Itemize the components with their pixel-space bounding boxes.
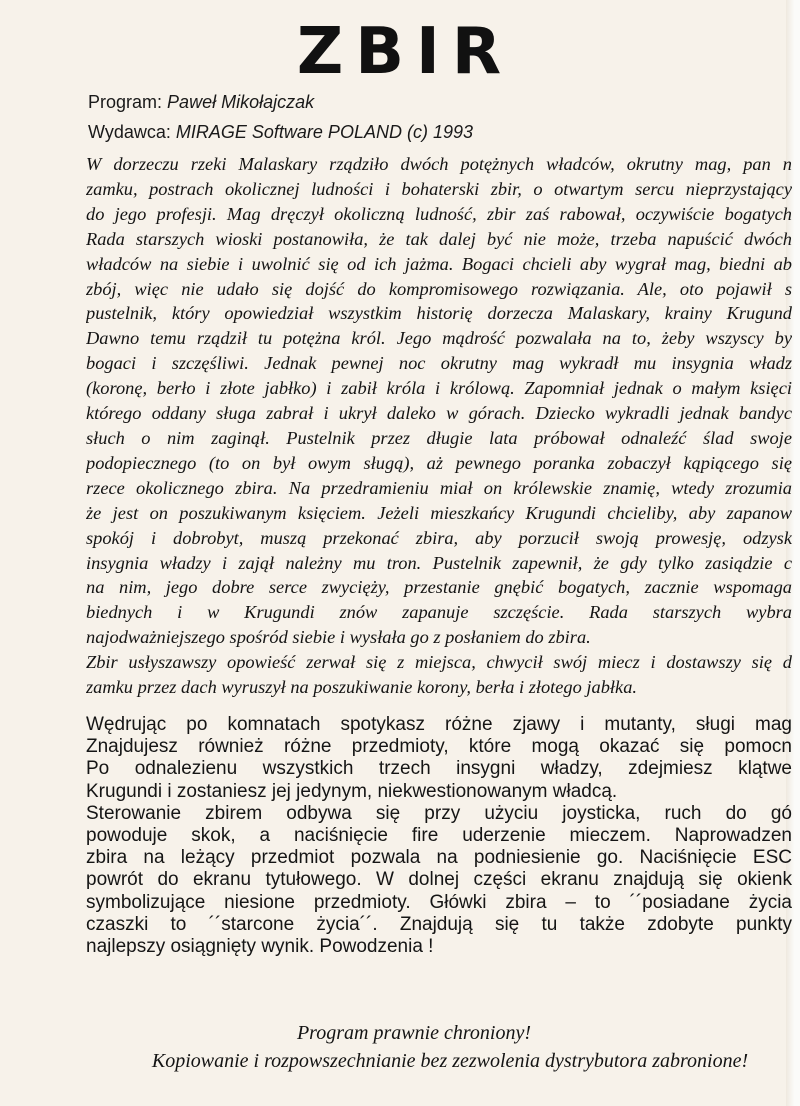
- text-line: na nim, jego dobre serce zwycięży, przestanie gnębić bogatych, zacznie wspomaga: [86, 577, 792, 598]
- text-line: że jest on poszukiwanym księciem. Jeżeli mieszkańcy Krugundi chcieliby, aby zapanow: [86, 502, 792, 523]
- program-author: Paweł Mikołajczak: [167, 92, 315, 112]
- text-line: Znajdujesz również różne przedmioty, które mogą okazać się pomocn: [86, 736, 792, 758]
- text-line: podopiecznego (to on był owym sługą), aż pewnego poranka zobaczył kąpiącego się: [86, 452, 792, 473]
- text-line: zbój, więc nie udało się dojść do kompromisowego rozwiązania. Ale, oto pojawił s: [86, 278, 792, 299]
- text-line: Dawno temu rządził tu potężna król. Jego mądrość pozwalała na to, żeby wszyscy by: [86, 328, 792, 349]
- publisher-credit: [88, 122, 473, 143]
- publisher-label: Wydawca:: [88, 122, 171, 142]
- text-line: Krugundi i zostaniesz jej jedynym, niekwestionowanym władcą.: [86, 780, 618, 802]
- title-logo: [0, 15, 800, 89]
- story-text: [86, 152, 792, 700]
- text-line: zbira na leżący przedmiot pozwala na podniesienie go. Naciśnięcie ESC: [86, 847, 792, 869]
- copyright-notice: Program prawnie chroniony!: [296, 1022, 532, 1044]
- text-line: Po odnalezienu wszystkich trzech insygni władzy, zdejmiesz klątwe: [86, 758, 792, 780]
- text-line: insygnia władzy i zajął należny mu tron. Pustelnik zapewnił, że gdy tylko zasiądzie c: [86, 552, 792, 573]
- text-line: Sterowanie zbirem odbywa się przy użyciu joysticka, ruch do gó: [86, 802, 792, 824]
- text-line: powrót do ekranu tytułowego. W dolnej części ekranu znajdują się okienk: [86, 869, 792, 891]
- text-line: powoduje skok, a naciśnięcie fire uderzenie mieczem. Naprowadzen: [86, 825, 792, 847]
- text-line: W dorzeczu rzeki Malaskary rządziło dwóch potężnych władców, okrutny mag, pan n: [86, 154, 792, 174]
- text-line: symbolizujące niesione przedmioty. Główki zbira – to ´´posiadane życia: [86, 891, 792, 913]
- text-line: słuch o nim zaginął. Pustelnik przez długie lata próbował odnaleźć ślad swoje: [86, 427, 792, 448]
- text-line: rzece okolicznego zbira. Na przedramieniu miał on królewskie znamię, wtedy zrozumia: [86, 477, 792, 498]
- text-line: biednych i w Krugundi znów zapanuje szczęście. Rada starszych wybra: [86, 602, 792, 623]
- text-line: czaszki to ´´starcone życia´´. Znajdują się tu także zdobyte punkty: [86, 913, 792, 935]
- text-line: bogaci i szczęśliwi. Jednak pewnej noc okrutny mag wykradł mu insygnia władz: [86, 353, 792, 374]
- program-label: Program:: [88, 92, 163, 112]
- text-line: zamku, postrach okolicznej ludności i bohaterski zbir, o otwartym sercu nieprzystający: [86, 178, 792, 199]
- text-line: Wędrując po komnatach spotykasz różne zjawy i mutanty, sługi mag: [86, 714, 792, 735]
- text-line: którego oddany sługa zabrał i ukrył daleko w górach. Dziecko wykradli jednak bandyc: [86, 403, 792, 424]
- text-line: pustelnik, który opowiedział wszystkim historię dorzecza Malaskary, krainy Krugund: [86, 303, 792, 324]
- text-line: spokój i dobrobyt, muszą przekonać zbira, aby porzucił swoją prowesję, odzysk: [86, 527, 792, 548]
- publisher-name: MIRAGE Software POLAND (c) 1993: [175, 122, 473, 142]
- page-title: ZBIR: [296, 15, 514, 89]
- text-line: Rada starszych wioski postanowiła, że tak dalej być nie może, trzeba napuścić dwóch: [86, 228, 792, 249]
- text-line: Zbir usłyszawszy opowieść zerwał się z miejsca, chwycił swój miecz i dostawszy się d: [86, 652, 792, 673]
- text-line: (koronę, berło i złote jabłko) i zabił króla i królową. Zapomniał jednak o małym księci: [86, 378, 792, 399]
- text-line: władców na siebie i uwolnić się od ich jażma. Bogaci chcieli aby wygrał mag, biedni ab: [86, 253, 792, 274]
- text-line: najlepszy osiągnięty wynik. Powodzenia !: [86, 936, 434, 958]
- copying-prohibited-notice: Kopiowanie i rozpowszechnianie bez zezwolenia dystrybutora zabronione!: [151, 1050, 749, 1072]
- text-line: zamku przez dach wyruszył na poszukiwanie korony, berła i złotego jabłka.: [86, 677, 637, 698]
- text-line: najodważniejszego spośród siebie i wysłała go z posłaniem do zbira.: [86, 627, 591, 648]
- text-line: do jego profesji. Mag dręczył okoliczną ludność, zbir zaś rabował, oczywiście bogatych: [86, 203, 792, 224]
- program-credit: [88, 92, 314, 113]
- instructions-text: [86, 714, 792, 958]
